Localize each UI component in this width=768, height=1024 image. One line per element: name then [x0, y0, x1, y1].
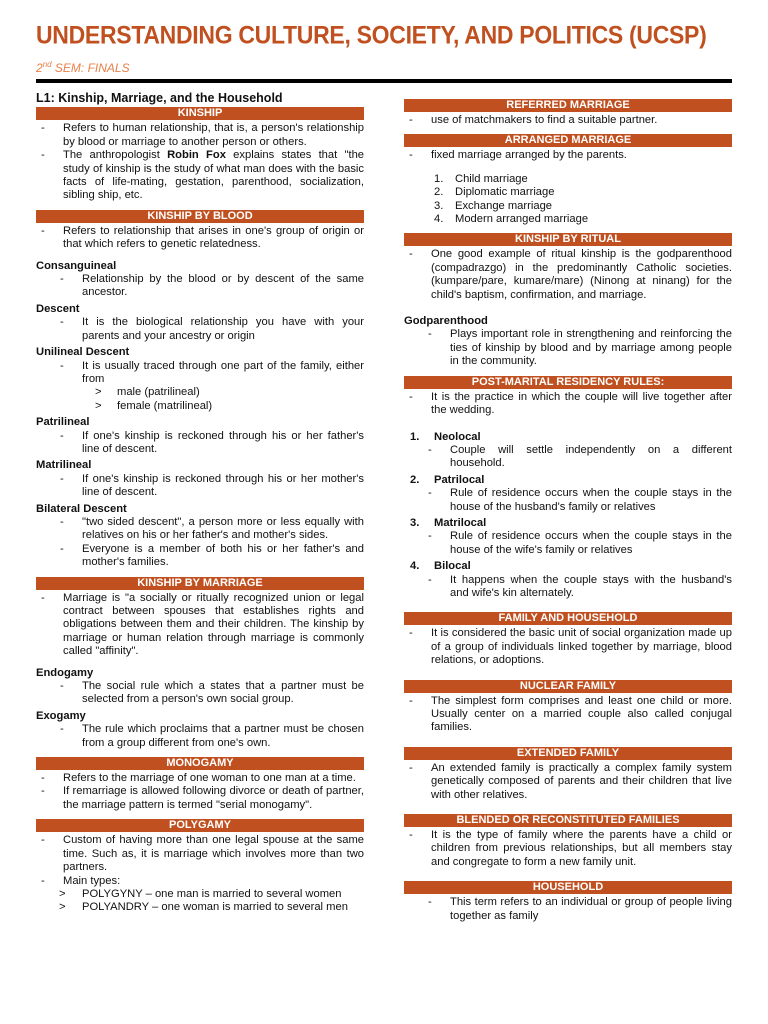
- list-item: > female (matrilineal): [36, 400, 364, 413]
- list-item: - It is the practice in which the couple will live together after the wedding.: [404, 391, 732, 418]
- list-item: - If one's kinship is reckoned through his or her mother's line of descent.: [36, 473, 364, 500]
- list-item: - The social rule which a states that a partner must be selected from a person's own social group.: [36, 680, 364, 707]
- list-item: - use of matchmakers to find a suitable partner.: [404, 114, 732, 127]
- list-item: - Custom of having more than one legal spouse at the same time. Such as, it is marriage which involves more than two partners.: [36, 834, 364, 874]
- list-item: > male (patrilineal): [36, 386, 364, 399]
- term-heading: Godparenthood: [404, 315, 488, 328]
- list-item: - Couple will settle independently on a different household.: [404, 444, 732, 471]
- residency-rule: 4. Bilocal: [410, 560, 471, 573]
- list-item: 4. Modern arranged marriage: [434, 213, 589, 226]
- document-title: UNDERSTANDING CULTURE, SOCIETY, AND POLITICS (UCSP): [36, 20, 707, 49]
- arranged-marriage-types: [404, 173, 732, 227]
- right-column: [404, 92, 732, 923]
- list-item: - Refers to human relationship, that is, a person's relationship by blood or marriage to another person or others.: [36, 122, 364, 149]
- list-item: - The anthropologist Robin Fox explains states that "the study of kinship is the study of what man does with the basic facts of life-mating, gestation, parenthood, socialization, sibling ship, etc.: [36, 149, 364, 203]
- polygamy-types: [36, 888, 364, 915]
- left-column: [36, 92, 364, 915]
- section-header-monogamy: MONOGAMY: [36, 757, 364, 770]
- section-header-kinship-by-blood: KINSHIP BY BLOOD: [36, 210, 364, 223]
- list-item: - If one's kinship is reckoned through his or her father's line of descent.: [36, 430, 364, 457]
- kinship-list: [36, 122, 364, 202]
- list-item: - One good example of ritual kinship is the godparenthood (compadrazgo) in the predominantly Catholic societies. (kumpare/pare, kumare/mare) (Ninong at ninang) for the child's baptism, confirmation, and marriage.: [404, 248, 732, 302]
- term-heading: Endogamy: [36, 666, 94, 679]
- list-item: - Rule of residence occurs when the couple stays in the house of the husband's family or relatives: [404, 487, 732, 514]
- list-item: - Relationship by the blood or by descent of the same ancestor.: [36, 273, 364, 300]
- list-item: - It is considered the basic unit of social organization made up of a group of individuals linked together by marriage, blood relations, or adoptions.: [404, 627, 732, 667]
- list-item: > POLYANDRY – one woman is married to several men: [36, 901, 364, 914]
- section-header-kinship: KINSHIP: [36, 107, 364, 120]
- residency-rule: 1. Neolocal: [410, 430, 481, 443]
- section-header-arranged-marriage: ARRANGED MARRIAGE: [404, 134, 732, 147]
- section-header-kinship-by-marriage: KINSHIP BY MARRIAGE: [36, 577, 364, 590]
- list-item: - "two sided descent", a person more or less equally with relatives on his or her father's and mother's sides.: [36, 516, 364, 543]
- list-item: - Plays important role in strengthening and reinforcing the ties of kinship by blood and by marriage among people in the community.: [404, 328, 732, 368]
- descent-types: [36, 386, 364, 413]
- section-header-household: HOUSEHOLD: [404, 881, 732, 894]
- list-item: - It happens when the couple stays with the husband's and wife's kin alternately.: [404, 574, 732, 601]
- section-header-post-marital-residency: POST-MARITAL RESIDENCY RULES:: [404, 376, 732, 389]
- term-heading: Matrilineal: [36, 459, 92, 472]
- section-header-polygamy: POLYGAMY: [36, 819, 364, 832]
- list-item: - This term refers to an individual or group of people living together as family: [404, 896, 732, 923]
- term-heading: Exogamy: [36, 709, 86, 722]
- list-item: > POLYGYNY – one man is married to several women: [36, 888, 364, 901]
- list-item: - It is the type of family where the parents have a child or children from previous relationships, but all members stay and congregate to form a new family unit.: [404, 829, 732, 869]
- list-item: - An extended family is practically a complex family system genetically composed of parents and their children that live with other relatives.: [404, 762, 732, 802]
- list-item: - The rule which proclaims that a partner must be chosen from a group different from one's own.: [36, 723, 364, 750]
- section-header-referred-marriage: REFERRED MARRIAGE: [404, 99, 732, 112]
- term-heading: Descent: [36, 302, 80, 315]
- list-item: - It is the biological relationship you have with your parents and your ancestry or origin: [36, 316, 364, 343]
- residency-rule: 2. Patrilocal: [410, 473, 485, 486]
- list-item: 3. Exchange marriage: [434, 199, 553, 212]
- lesson-title: L1: Kinship, Marriage, and the Household: [36, 91, 283, 105]
- term-heading: Bilateral Descent: [36, 502, 127, 515]
- list-item: - Refers to the marriage of one woman to one man at a time.: [36, 772, 364, 785]
- list-item: - The simplest form comprises and least one child or more. Usually center on a married couple also called conjugal families.: [404, 695, 732, 735]
- list-item: 1. Child marriage: [434, 172, 528, 185]
- residency-rule: 3. Matrilocal: [410, 516, 487, 529]
- list-item: - Rule of residence occurs when the couple stays in the house of the wife's family or relatives: [404, 530, 732, 557]
- list-item: - If remarriage is allowed following divorce or death of partner, the marriage pattern is termed "serial monogamy".: [36, 785, 364, 812]
- list-item: 2. Diplomatic marriage: [434, 186, 555, 199]
- list-item: - Refers to relationship that arises in one's group of origin or that which refers to genetic relatedness.: [36, 225, 364, 252]
- section-header-blended-families: BLENDED OR RECONSTITUTED FAMILIES: [404, 814, 732, 827]
- title-divider: [36, 79, 732, 83]
- list-item: - Marriage is "a socially or ritually recognized union or legal contract between spouses that establishes rights and obligations between them and their children. The kinship by marriage or human relation through marriage is commonly called "affinity".: [36, 592, 364, 659]
- semester-label: 2nd SEM: FINALS: [36, 60, 130, 75]
- term-heading: Consanguineal: [36, 259, 117, 272]
- term-heading: Patrilineal: [36, 416, 90, 429]
- list-item: - Everyone is a member of both his or her father's and mother's families.: [36, 543, 364, 570]
- section-header-family-and-household: FAMILY AND HOUSEHOLD: [404, 612, 732, 625]
- list-item: - It is usually traced through one part of the family, either from: [36, 360, 364, 387]
- section-header-extended-family: EXTENDED FAMILY: [404, 747, 732, 760]
- list-item: - fixed marriage arranged by the parents.: [404, 149, 732, 162]
- section-header-kinship-by-ritual: KINSHIP BY RITUAL: [404, 233, 732, 246]
- list-item: - Main types:: [36, 875, 364, 888]
- section-header-nuclear-family: NUCLEAR FAMILY: [404, 680, 732, 693]
- term-heading: Unilineal Descent: [36, 346, 130, 359]
